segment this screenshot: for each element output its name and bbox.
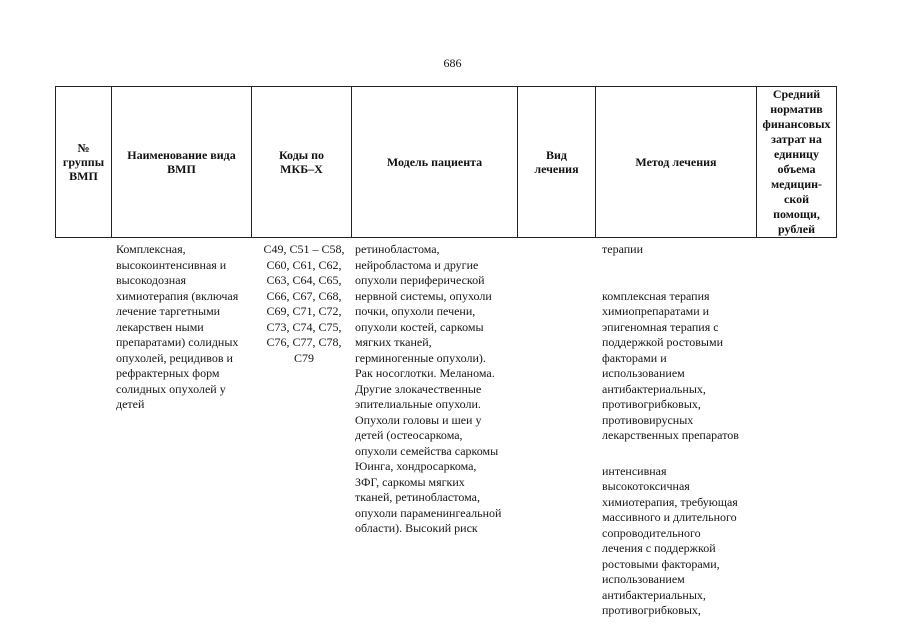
table-header	[55, 86, 837, 238]
patient-model-cell: ретинобластома, нейробластома и другие опухоли периферической нервной системы, опухоли почки, опухоли печени, опухоли костей, саркомы мягких тканей, герминогенные опухоли). Рак носоглотки. Меланома. Другие злокачественные эпителиальные опухоли. Опухоли головы и шеи у детей (остеосаркома, опухоли семейства саркомы Юинга, хондросаркома, ЗФГ, саркомы мягких тканей, ретинобластома, опухоли параменингеальной области). Высокий риск	[355, 242, 502, 535]
header-vmp-name: Наименование вида ВМП	[112, 87, 252, 238]
header-treatment-method: Метод лечения	[596, 87, 757, 238]
vmp-name-cell: Комплексная, высокоинтенсивная и высокодозная химиотерапия (включая лечение таргетными лекарствен ными препаратами) солидных опухолей, рецидивов и рефрактерных форм солидных опухолей у детей	[116, 242, 239, 411]
header-patient-model: Модель пациента	[352, 87, 518, 238]
treatment-method-cell: терапии комплексная терапия химиопрепаратами и эпигеномная терапия с поддержкой ростовыми факторами и использованием антибактериальных, противогрибковых, противовирусных лекарственных препаратов интенсивная высокотоксичная химиотерапия, требующая массивного и длительного сопроводительного лечения с поддержкой ростовыми факторами, использованием антибактериальных, противогрибковых,	[602, 242, 739, 617]
page-number: 686	[443, 56, 462, 70]
header-icd-codes: Коды по МКБ–Х	[252, 87, 352, 238]
header-average-cost: Средний норматив финансовых затрат на единицу объема медицин- ской помощи, рублей	[757, 87, 837, 238]
header-treatment-kind: Вид лечения	[518, 87, 596, 238]
header-group-number: № группы ВМП	[56, 87, 112, 238]
icd-codes-cell: C49, C51 – C58, C60, C61, C62, C63, C64, C65, C66, C67, C68, C69, C71, C72, C73, C74, C75, C76, C77, C78, C79	[263, 242, 345, 365]
